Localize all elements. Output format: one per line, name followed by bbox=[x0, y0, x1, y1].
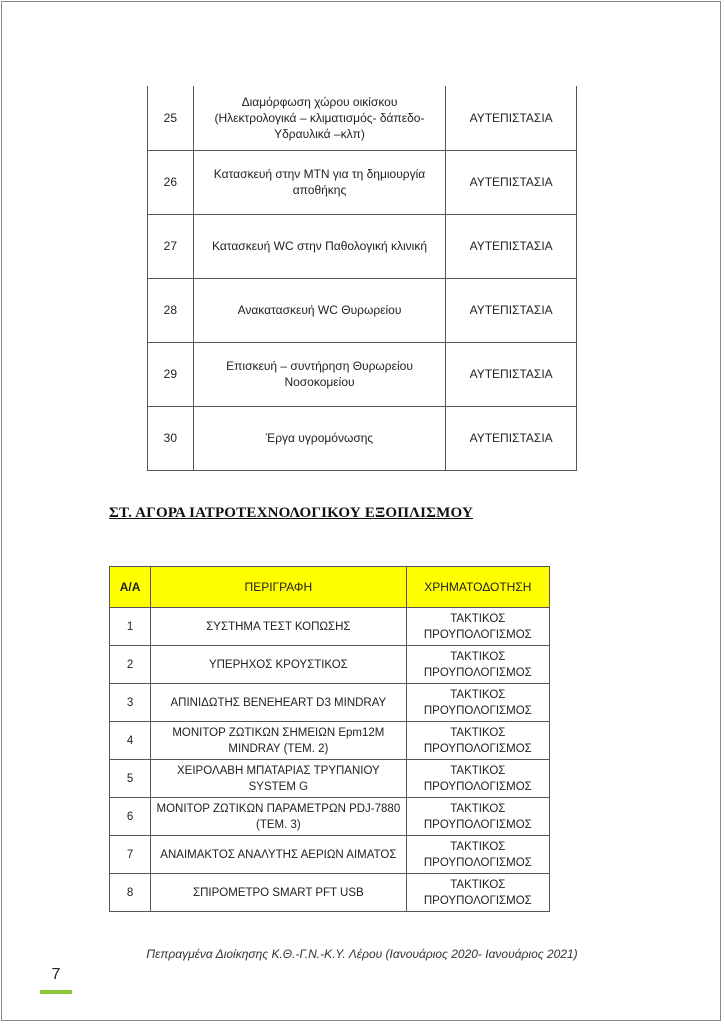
row-funding: ΤΑΚΤΙΚΟΣ ΠΡΟΥΠΟΛΟΓΙΣΜΟΣ bbox=[406, 836, 549, 874]
header-number: Α/Α bbox=[110, 567, 151, 608]
table-row bbox=[110, 608, 550, 646]
table-row bbox=[148, 406, 577, 470]
row-number: 30 bbox=[148, 406, 194, 470]
row-funding: ΤΑΚΤΙΚΟΣ ΠΡΟΥΠΟΛΟΓΙΣΜΟΣ bbox=[406, 646, 549, 684]
header-funding: ΧΡΗΜΑΤΟΔΟΤΗΣΗ bbox=[406, 567, 549, 608]
row-number: 3 bbox=[110, 684, 151, 722]
table-row bbox=[110, 684, 550, 722]
row-number: 29 bbox=[148, 342, 194, 406]
row-funding: ΑΥΤΕΠΙΣΤΑΣΙΑ bbox=[446, 406, 577, 470]
row-description: ΑΠΙΝΙΔΩΤΗΣ BENEHEART D3 MINDRAY bbox=[151, 684, 407, 722]
header-description: ΠΕΡΙΓΡΑΦΗ bbox=[151, 567, 407, 608]
page-number-underline bbox=[40, 990, 72, 994]
row-description: Διαμόρφωση χώρου οικίσκου (Ηλεκτρολογικά – κλιματισμός- δάπεδο-Υδραυλικά –κλπ) bbox=[193, 86, 446, 150]
row-funding: ΤΑΚΤΙΚΟΣ ΠΡΟΥΠΟΛΟΓΙΣΜΟΣ bbox=[406, 874, 549, 912]
table-row bbox=[110, 760, 550, 798]
row-description: ΣΠΙΡΟΜΕΤΡΟ SMART PFT USB bbox=[151, 874, 407, 912]
row-description: ΥΠΕΡΗΧΟΣ ΚΡΟΥΣΤΙΚΟΣ bbox=[151, 646, 407, 684]
row-number: 8 bbox=[110, 874, 151, 912]
row-description: Κατασκευή στην ΜΤΝ για τη δημιουργία αποθήκης bbox=[193, 150, 446, 214]
row-number: 1 bbox=[110, 608, 151, 646]
table-row bbox=[148, 86, 577, 150]
row-number: 4 bbox=[110, 722, 151, 760]
row-description: Έργα υγρομόνωσης bbox=[193, 406, 446, 470]
table-row bbox=[110, 798, 550, 836]
row-number: 27 bbox=[148, 214, 194, 278]
section-title: ΣΤ. ΑΓΟΡΑ ΙΑΤΡΟΤΕΧΝΟΛΟΓΙΚΟΥ ΕΞΟΠΛΙΣΜΟΥ bbox=[109, 505, 473, 521]
table-row bbox=[148, 214, 577, 278]
table-header-row bbox=[110, 567, 550, 608]
table-row bbox=[110, 836, 550, 874]
row-description: Επισκευή – συντήρηση Θυρωρείου Νοσοκομείου bbox=[193, 342, 446, 406]
row-description: ΣΥΣΤΗΜΑ ΤΕΣΤ ΚΟΠΩΣΗΣ bbox=[151, 608, 407, 646]
row-number: 6 bbox=[110, 798, 151, 836]
row-description: Ανακατασκευή WC Θυρωρείου bbox=[193, 278, 446, 342]
page-number: 7 bbox=[51, 966, 61, 983]
row-number: 25 bbox=[148, 86, 194, 150]
row-number: 5 bbox=[110, 760, 151, 798]
row-funding: ΤΑΚΤΙΚΟΣ ΠΡΟΥΠΟΛΟΓΙΣΜΟΣ bbox=[406, 608, 549, 646]
row-funding: ΑΥΤΕΠΙΣΤΑΣΙΑ bbox=[446, 150, 577, 214]
row-description: ΜΟΝΙΤΟΡ ΖΩΤΙΚΩΝ ΠΑΡΑΜΕΤΡΩΝ PDJ-7880 (ΤΕΜ. 3) bbox=[151, 798, 407, 836]
row-number: 28 bbox=[148, 278, 194, 342]
table-row bbox=[110, 722, 550, 760]
row-funding: ΤΑΚΤΙΚΟΣ ΠΡΟΥΠΟΛΟΓΙΣΜΟΣ bbox=[406, 684, 549, 722]
row-funding: ΤΑΚΤΙΚΟΣ ΠΡΟΥΠΟΛΟΓΙΣΜΟΣ bbox=[406, 722, 549, 760]
table-row bbox=[110, 646, 550, 684]
row-funding: ΑΥΤΕΠΙΣΤΑΣΙΑ bbox=[446, 342, 577, 406]
table-row bbox=[110, 874, 550, 912]
row-description: ΑΝΑΙΜΑΚΤΟΣ ΑΝΑΛΥΤΗΣ ΑΕΡΙΩΝ ΑΙΜΑΤΟΣ bbox=[151, 836, 407, 874]
row-description: ΜΟΝΙΤΟΡ ΖΩΤΙΚΩΝ ΣΗΜΕΙΩΝ Epm12M MINDRAY (ΤΕΜ. 2) bbox=[151, 722, 407, 760]
footer-text: Πεπραγμένα Διοίκησης Κ.Θ.-Γ.Ν.-Κ.Υ. Λέρου (Ιανουάριος 2020- Ιανουάριος 2021) bbox=[146, 947, 578, 961]
row-description: Κατασκευή WC στην Παθολογική κλινική bbox=[193, 214, 446, 278]
table-row bbox=[148, 150, 577, 214]
row-funding: ΤΑΚΤΙΚΟΣ ΠΡΟΥΠΟΛΟΓΙΣΜΟΣ bbox=[406, 798, 549, 836]
table-row bbox=[148, 342, 577, 406]
equipment-table bbox=[109, 566, 550, 912]
row-description: ΧΕΙΡΟΛΑΒΗ ΜΠΑΤΑΡΙΑΣ ΤΡΥΠΑΝΙΟΥ SYSTEM G bbox=[151, 760, 407, 798]
row-funding: ΤΑΚΤΙΚΟΣ ΠΡΟΥΠΟΛΟΓΙΣΜΟΣ bbox=[406, 760, 549, 798]
row-number: 26 bbox=[148, 150, 194, 214]
row-funding: ΑΥΤΕΠΙΣΤΑΣΙΑ bbox=[446, 278, 577, 342]
row-funding: ΑΥΤΕΠΙΣΤΑΣΙΑ bbox=[446, 86, 577, 150]
row-number: 7 bbox=[110, 836, 151, 874]
row-funding: ΑΥΤΕΠΙΣΤΑΣΙΑ bbox=[446, 214, 577, 278]
row-number: 2 bbox=[110, 646, 151, 684]
table-row bbox=[148, 278, 577, 342]
works-table bbox=[147, 86, 577, 471]
